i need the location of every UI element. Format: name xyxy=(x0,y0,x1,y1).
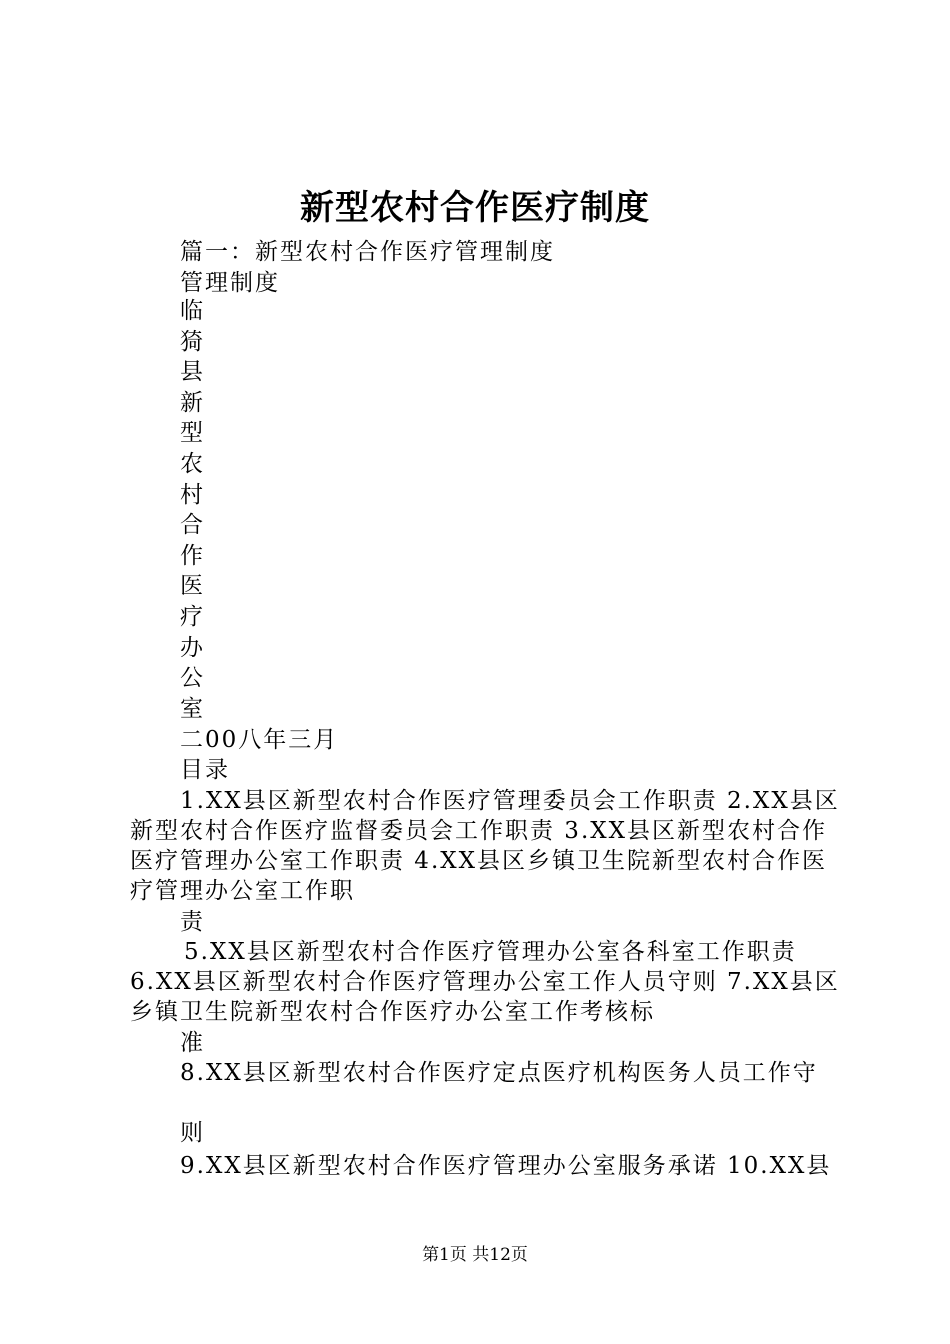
toc-line: 医疗管理办公室工作职责 4.XX县区乡镇卫生院新型农村合作医 xyxy=(130,848,828,874)
vertical-char: 医 xyxy=(180,573,203,600)
page-footer: 第1页 共12页 xyxy=(422,1245,528,1265)
toc-line: 责 xyxy=(180,909,205,935)
toc-title: 目录 xyxy=(180,757,230,783)
document-subtitle: 篇一：新型农村合作医疗管理制度 xyxy=(180,239,555,265)
toc-line: 则 xyxy=(180,1120,205,1146)
vertical-char: 疗 xyxy=(180,603,203,630)
vertical-char: 新 xyxy=(180,389,203,416)
vertical-org-name xyxy=(180,296,203,724)
document-title: 新型农村合作医疗制度 xyxy=(300,188,650,228)
toc-line: 8.XX县区新型农村合作医疗定点医疗机构医务人员工作守 xyxy=(180,1060,818,1086)
toc-line: 6.XX县区新型农村合作医疗管理办公室工作人员守则 7.XX县区 xyxy=(130,969,840,995)
vertical-char: 型 xyxy=(180,420,203,447)
vertical-char: 县 xyxy=(180,359,203,386)
toc-line: 5.XX县区新型农村合作医疗管理办公室各科室工作职责 xyxy=(184,939,797,965)
section-heading: 管理制度 xyxy=(180,270,280,296)
toc-line: 9.XX县区新型农村合作医疗管理办公室服务承诺 10.XX县 xyxy=(180,1153,832,1179)
toc-line: 准 xyxy=(180,1030,205,1056)
vertical-char: 临 xyxy=(180,298,203,324)
vertical-char: 猗 xyxy=(180,328,203,355)
toc-line: 乡镇卫生院新型农村合作医疗办公室工作考核标 xyxy=(130,999,655,1025)
toc-line: 新型农村合作医疗监督委员会工作职责 3.XX县区新型农村合作 xyxy=(130,818,828,844)
vertical-char: 办 xyxy=(180,634,203,661)
vertical-char: 农 xyxy=(180,450,203,477)
vertical-char: 合 xyxy=(180,512,203,539)
vertical-char: 作 xyxy=(180,542,203,569)
toc-line: 疗管理办公室工作职 xyxy=(130,878,355,904)
vertical-char: 村 xyxy=(180,481,203,508)
vertical-char: 公 xyxy=(180,665,203,692)
toc-line: 1.XX县区新型农村合作医疗管理委员会工作职责 2.XX县区 xyxy=(180,788,840,814)
vertical-char: 室 xyxy=(180,695,203,722)
document-date: 二00八年三月 xyxy=(180,727,339,753)
